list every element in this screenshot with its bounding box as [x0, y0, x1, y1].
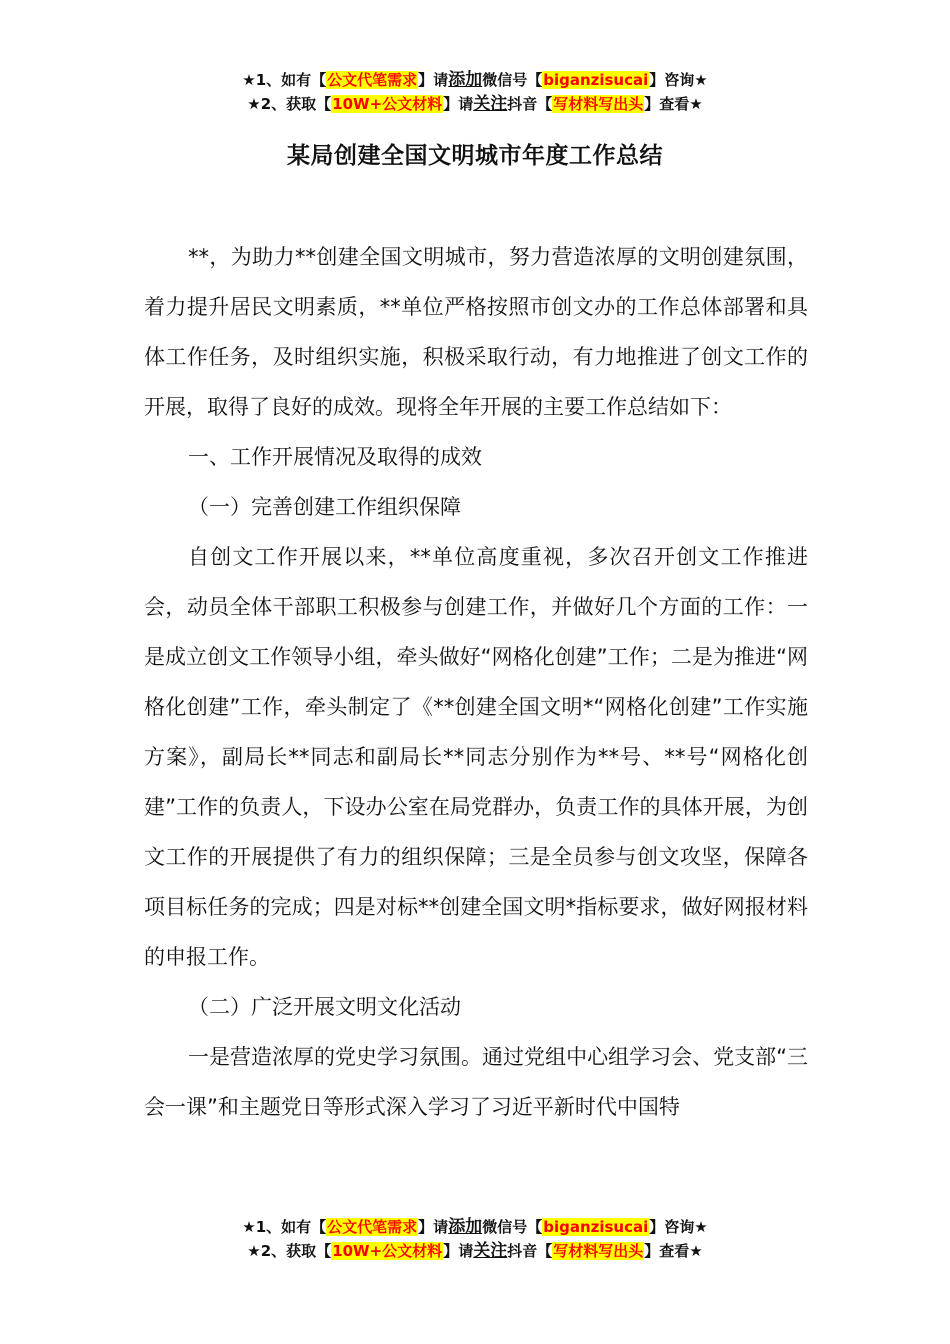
- banner-line-1: ★1、如有【公文代笔需求】请添加微信号【biganzisucai】咨询★: [242, 1217, 708, 1237]
- banner-highlight: 10W+公文材料: [332, 95, 443, 113]
- subsection-heading: （二）广泛开展文明文化活动: [188, 995, 461, 1019]
- wechat-id: biganzisucai: [543, 1218, 649, 1236]
- banner-highlight: 公文代笔需求: [327, 1218, 418, 1236]
- banner-line-1: ★1、如有【公文代笔需求】请添加微信号【biganzisucai】咨询★: [242, 70, 708, 90]
- banner-emphasis: 关注: [473, 94, 508, 114]
- document-title: 某局创建全国文明城市年度工作总结: [287, 143, 663, 169]
- footer-banner: [0, 1215, 950, 1263]
- douyin-id: 写材料写出头: [553, 95, 644, 113]
- section-heading: 一、工作开展情况及取得的成效: [188, 445, 482, 469]
- document-body: [144, 232, 808, 1132]
- banner-highlight: 10W+公文材料: [332, 1242, 443, 1260]
- banner-highlight: 公文代笔需求: [327, 71, 418, 89]
- header-banner: [0, 68, 950, 116]
- body-paragraph: 一是营造浓厚的党史学习氛围。通过党组中心组学习会、党支部“三会一课”和主题党日等形式深入学习了习近平新时代中国特: [144, 1045, 808, 1119]
- banner-line-2: ★2、获取【10W+公文材料】请关注抖音【写材料写出头】查看★: [247, 1241, 703, 1261]
- wechat-id: biganzisucai: [543, 71, 649, 89]
- intro-paragraph: **，为助力**创建全国文明城市，努力营造浓厚的文明创建氛围，着力提升居民文明素质，**单位严格按照市创文办的工作总体部署和具体工作任务，及时组织实施，积极采取行动，有力地推进了创文工作的开展，取得了良好的成效。现将全年开展的主要工作总结如下：: [144, 245, 808, 419]
- body-paragraph: 自创文工作开展以来，**单位高度重视，多次召开创文工作推进会，动员全体干部职工积极参与创建工作，并做好几个方面的工作：一是成立创文工作领导小组，牵头做好“网格化创建”工作；二是为推进“网格化创建”工作，牵头制定了《**创建全国文明*“网格化创建”工作实施方案》，副局长**同志和副局长**同志分别作为**号、**号“网格化创建”工作的负责人，下设办公室在局党群办，负责工作的具体开展，为创文工作的开展提供了有力的组织保障；三是全员参与创文攻坚，保障各项目标任务的完成；四是对标**创建全国文明*指标要求，做好网报材料的申报工作。: [144, 545, 808, 969]
- subsection-heading: （一）完善创建工作组织保障: [188, 495, 461, 519]
- banner-emphasis: 关注: [473, 1241, 508, 1261]
- banner-emphasis: 添加: [448, 70, 483, 90]
- banner-line-2: ★2、获取【10W+公文材料】请关注抖音【写材料写出头】查看★: [247, 94, 703, 114]
- douyin-id: 写材料写出头: [553, 1242, 644, 1260]
- banner-emphasis: 添加: [448, 1217, 483, 1237]
